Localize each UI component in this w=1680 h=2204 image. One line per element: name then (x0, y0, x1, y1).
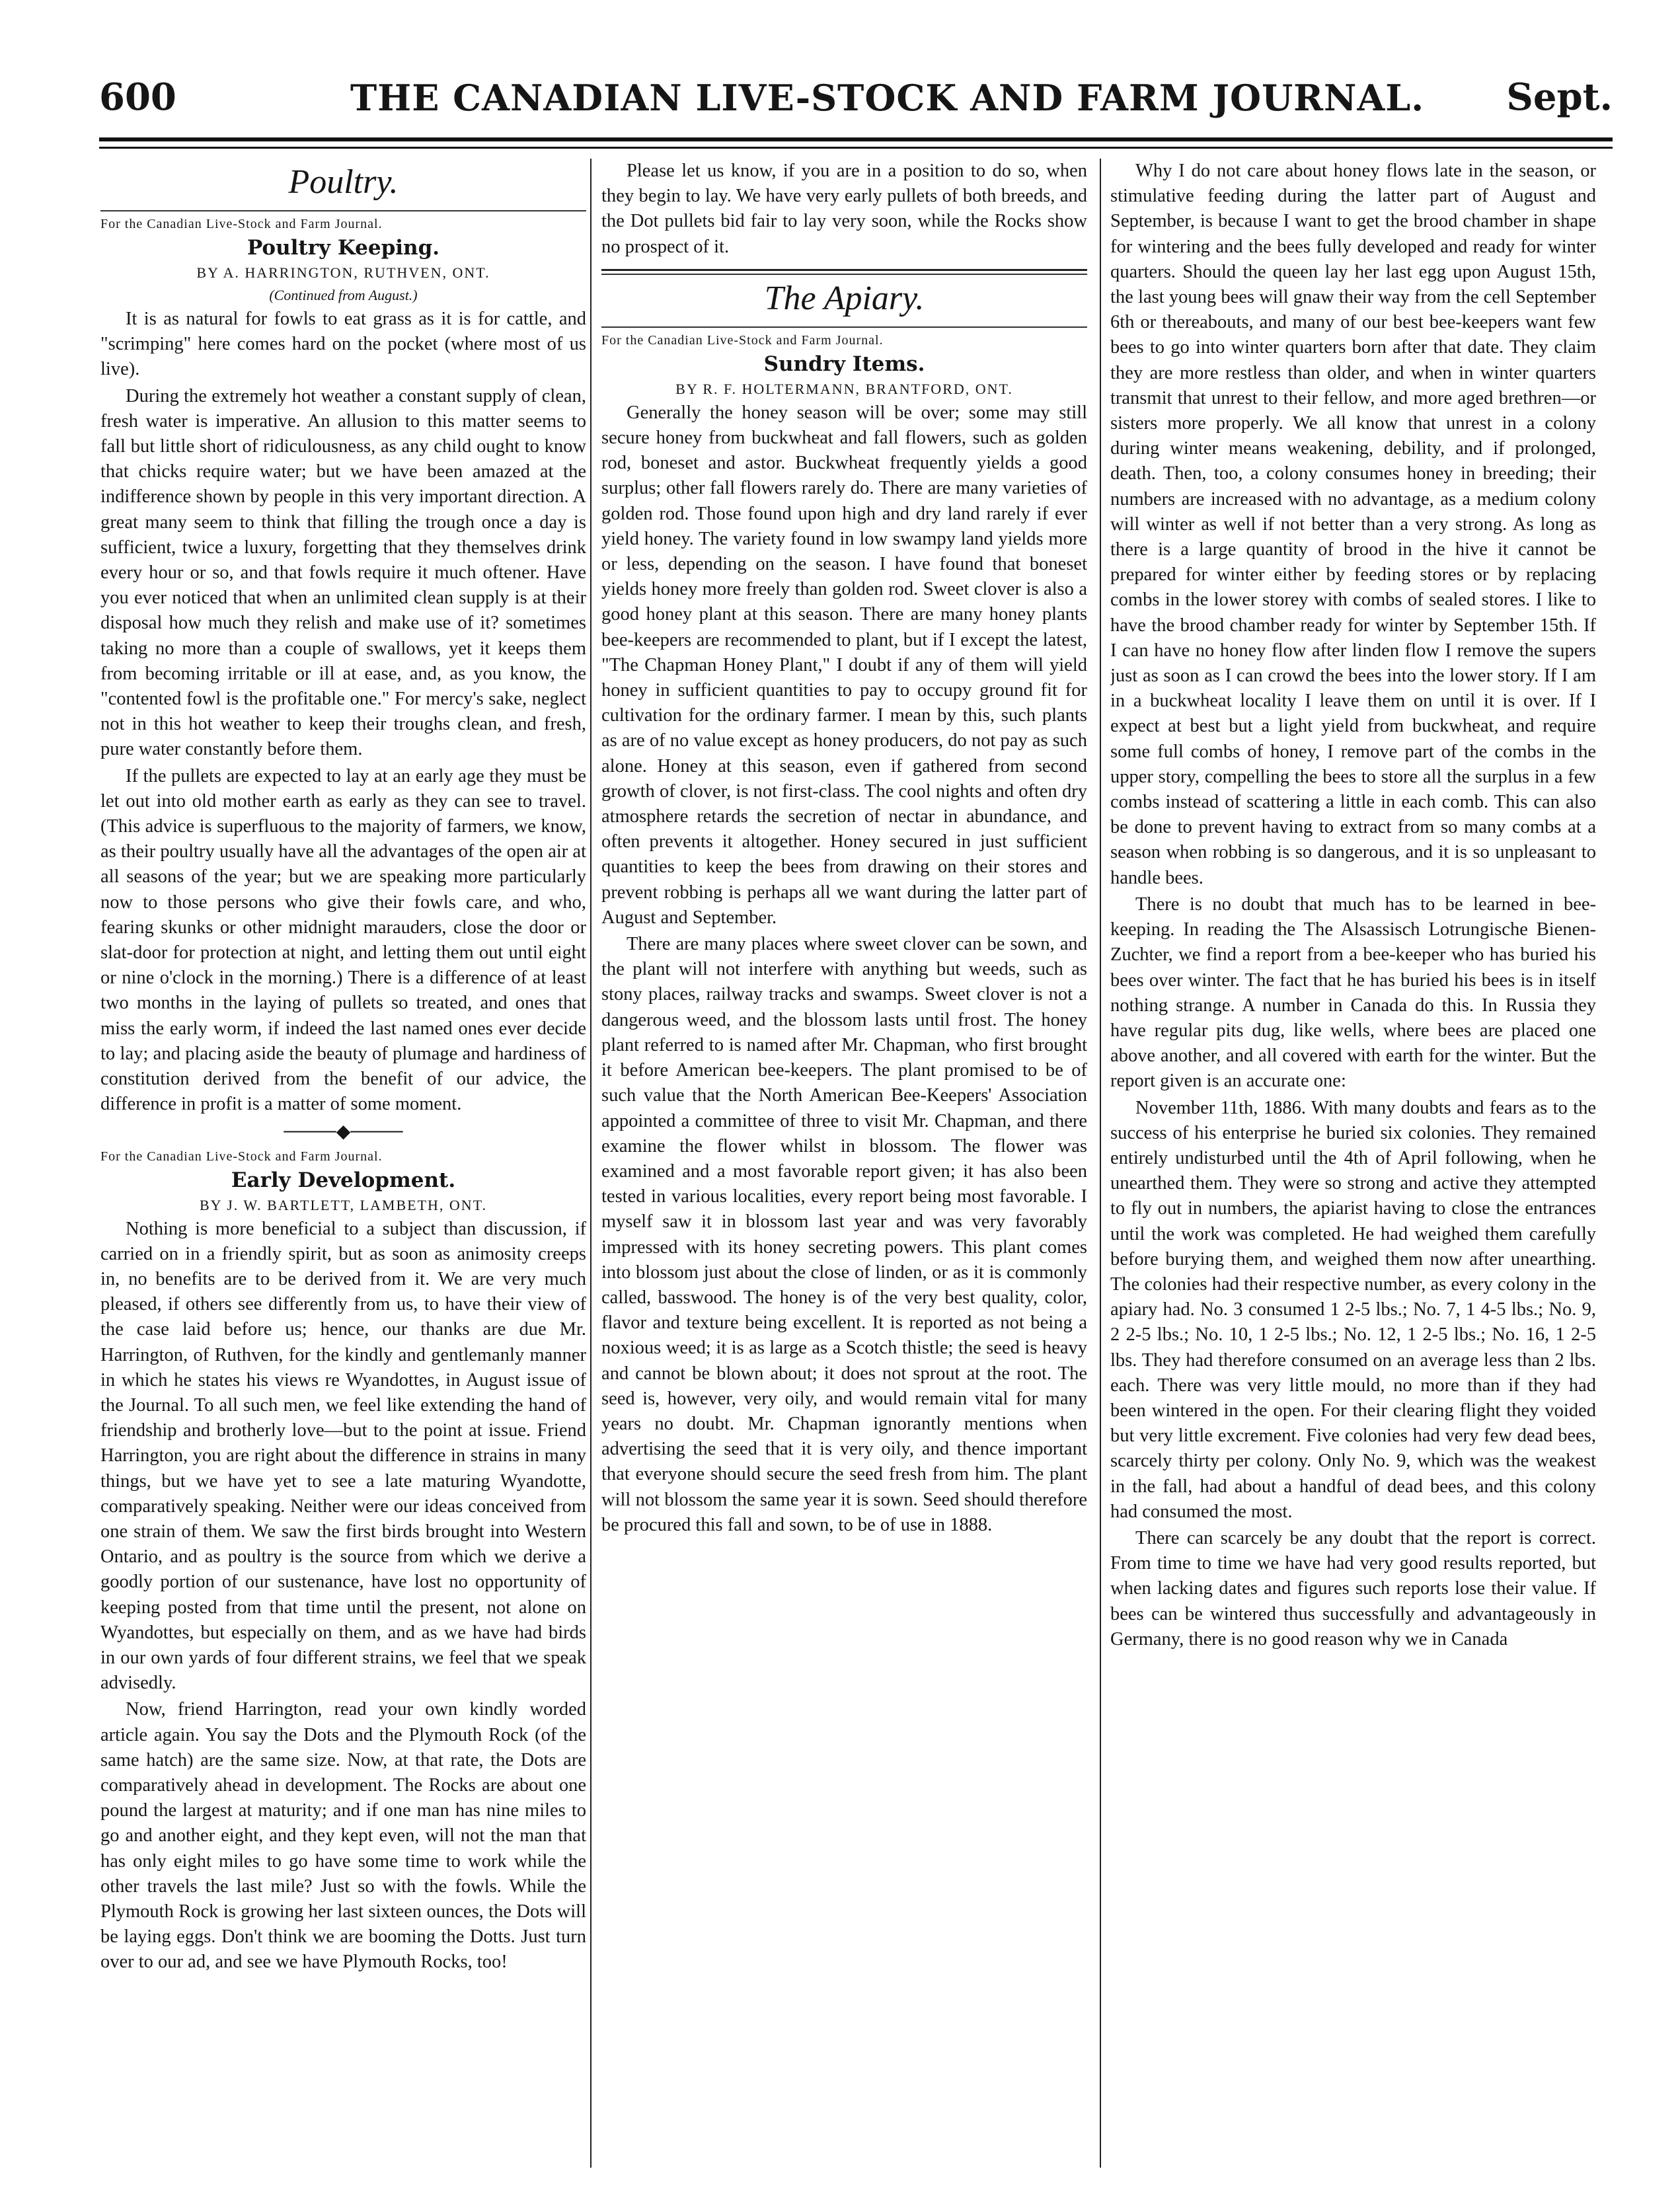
header-rule-thin (99, 147, 1613, 149)
section-rule (601, 274, 1087, 275)
paragraph: There are many places where sweet clover can be sown, and the plant will not interfere with anything but weeds, such as stony places, railway tracks and swamps. Sweet clover is not a dangerous weed, and the blossom lasts until frost. The honey plant referred to is named after Mr. Chapman, who first brought it before American bee-keepers. The plant promised to be of such value that the North American Bee-Keepers' Association appointed a committee of three to visit Mr. Chapman, and there examine the flower whilst in blossom. The flower was examined and a most favorable report given; it has also been tested in various localities, every report being most favorable. I myself saw it in blossom last year and was very favorably impressed with its honey secreting powers. This plant comes into blossom just about the close of linden, or as it is commonly called, basswood. The honey is of the very best quality, color, flavor and texture being excellent. It is reported as not being a noxious weed; it is as large as a Scotch thistle; the seed is heavy and cannot be blown about; it does not sprout at the root. The seed is, however, very oily, and would remain vital for many years no doubt. Mr. Chapman ignorantly mentions when advertising the seed that it is very oily, and thence important that everyone should secure the seed fresh from him. The plant will not blossom the same year it is sown. Seed should therefore be procured this fall and sown, to be of use in 1888. (601, 934, 1087, 1535)
page-header (99, 70, 1613, 143)
paragraph: During the extremely hot weather a constant supply of clean, fresh water is imperative. An allusion to this matter seems to fall but little short of ridiculousness, as any child ought to know that chicks require water; but we have been amazed at the indifference shown by people in this very important direction. A great many seem to think that filling the trough once a day is sufficient, twice a luxury, forgetting that they themselves drink every hour or so, and that fowls require it much oftener. Have you ever noticed that when an unlimited clean supply is at their disposal how much they relish and make use of it? sometimes taking no more than a couple of swallows, yet it keeps them from becoming irritable or ill at ease, and, as you know, the "contented fowl is the profitable one." For mercy's sake, neglect not in this hot weather to keep their troughs clean, and fresh, pure water constantly before them. (100, 385, 586, 760)
article-byline: BY A. HARRINGTON, RUTHVEN, ONT. (196, 264, 490, 281)
header-rule-thick (99, 137, 1613, 141)
paragraph: There can scarcely be any doubt that the report is correct. From time to time we have had very good results reported, but when lacking dates and figures such reports lose their value. If bees can be wintered thus successfully and advantageously in Germany, there is no good reason why we in Canada (1110, 1527, 1596, 1650)
paragraph: Please let us know, if you are in a position to do so, when they begin to lay. We have very early pullets of both breeds, and the Dot pullets bid fair to lay very soon, while the Rocks show no prospect of it. (601, 161, 1087, 257)
column-2 (601, 159, 1087, 2174)
paragraph: It is as natural for fowls to eat grass as it is for cattle, and "scrimping" here comes hard on the pocket (where most of us live). (100, 309, 586, 380)
article-source: For the Canadian Live-Stock and Farm Journal. (601, 332, 884, 348)
column-divider (590, 159, 592, 2168)
article-source: For the Canadian Live-Stock and Farm Journal. (100, 217, 383, 231)
divider-ornament: ────◆──── (284, 1121, 403, 1142)
paragraph: Now, friend Harrington, read your own kindly worded article again. You say the Dots and the Plymouth Rock (of the same hatch) are the same size. Now, at that rate, the Dots are comparatively ahead in development. The Rocks are about one pound the largest at maturity; and if one man has nine miles to go and another eight, and they kept even, will not the man that has only eight miles to go have some time to work while the other travels the last mile? Just so with the fowls. While the Plymouth Rock is growing her last sixteen ounces, the Dots will be laying eggs. Don't think we are booming the Dotts. Just turn over to our ad, and see we have Plymouth Rocks, too! (100, 1699, 586, 1973)
article-byline: BY J. W. BARTLETT, LAMBETH, ONT. (199, 1196, 488, 1213)
paragraph: There is no doubt that much has to be learned in bee-keeping. In reading the The Alsassisch Lotrungische Bienen-Zuchter, we find a report from a bee-keeper who has buried his bees over winter. The fact that he has buried his bees is in itself nothing strange. A number in Canada do this. In Russia they have regular pits dug, like wells, where bees are placed one above another, and all covered with earth for the winter. But the report given is an accurate one: (1110, 893, 1596, 1092)
article-title: Poultry Keeping. (247, 236, 440, 260)
continued-note: (Continued from August.) (269, 287, 418, 303)
section-title-poultry: Poultry. (288, 163, 399, 201)
paragraph: If the pullets are expected to lay at an early age they must be let out into old mother earth as early as they can see to travel. (This advice is superfluous to the majority of farmers, we know, as their poultry usually have all the advantages of the open air at all seasons of the year; but we are speaking more particularly now to those persons who give their fowls care, and who, fearing skunks or other midnight marauders, close the door or slat-door for protection at night, and letting them out until eight or nine o'clock in the morning.) There is a difference of at least two months in the laying of pullets so treated, and ones that miss the early worm, if indeed the last named ones ever decide to lay; and placing aside the beauty of plumage and hardiness of constitution derived from the benefit of our advice, the difference in profit is a matter of some moment. (100, 765, 586, 1115)
journal-title: THE CANADIAN LIVE-STOCK AND FARM JOURNAL. (350, 77, 1425, 119)
paragraph: Nothing is more beneficial to a subject than discussion, if carried on in a friendly spirit, but as soon as animosity creeps in, no benefits are to be derived from it. We are very much pleased, if others see differently from us, to have their view of the case laid before us; hence, our thanks are due Mr. Harrington, of Ruthven, for the kindly and gentlemanly manner in which he states his views re Wyandottes, in August issue of the Journal. To all such men, we feel like extending the hand of friendship and brotherly love—but to the point at issue. Friend Harrington, you are right about the difference in strains in many things, but we have yet to see a late maturing Wyandotte, comparatively speaking. Neither were our ideas conceived from one strain of them. We saw the first birds brought into Western Ontario, and as poultry is the source from which we derive a goodly portion of our sustenance, have lost no opportunity of keeping posted from that time until the present, not alone on Wyandottes, but especially on them, and as we have had birds in our own yards of four different strains, we feel that we speak advisedly. (100, 1218, 586, 1694)
section-rule (601, 326, 1087, 328)
issue-month: Sept. (1506, 75, 1613, 119)
section-rule (100, 210, 586, 211)
paragraph: Generally the honey season will be over; some may still secure honey from buckwheat and fall flowers, such as golden rod, boneset and astor. Buckwheat frequently yields a good surplus; other fall flowers rarely do. There are many varieties of golden rod. Those found upon high and dry land rarely if ever yield honey. The variety found in low swampy land yields more or less, depending on the season. I have found that boneset yields honey more freely than golden rod. Sweet clover is also a good honey plant at this season. There are many honey plants bee-keepers are recommended to plant, but if I except the latest, "The Chapman Honey Plant," I doubt if any of them will yield honey in sufficient quantities to pay to occupy ground fit for cultivation for the ordinary farmer. I mean by this, such plants as are of no value except as honey producers, do not pay as such alone. Honey at this season, even if gathered from second growth of clover, is not first-class. The cool nights and often dry atmosphere retards the secretion of nectar in abundance, and often prevents it altogether. Honey secured in just sufficient quantities to keep the bees from drawing on their stores and prevent robbing is perhaps all we want during the latter part of August and September. (601, 402, 1087, 928)
column-3 (1110, 159, 1596, 2174)
article-title: Early Development. (231, 1168, 456, 1192)
column-divider (1100, 159, 1101, 2168)
section-rule (601, 269, 1087, 271)
paragraph: Why I do not care about honey flows late in the season, or stimulative feeding during the latter part of August and September, is because I want to get the brood chamber in shape for wintering and the bees fully developed and ready for winter quarters. Should the queen lay her last egg upon August 15th, the last young bees will gnaw their way from the cell September 6th or thereabouts, and many of our best bee-keepers want few bees to go into winter quarters born after that date. They claim they are more restless than older, and when in winter quarters transmit that unrest to their fellow, and more aged brethren—or sisters more properly. We all know that unrest in a colony during winter means weakening, debility, and if prolonged, death. Then, too, a colony consumes honey in breeding; their numbers are increased with no advantage, as a medium colony will winter as well if not better than a very strong. As long as there is a large quantity of brood in the hive it cannot be prepared for winter either by feeding stores or by replacing combs in the lower storey with combs of sealed stores. I like to have the brood chamber ready for winter by September 15th. If I can have no honey flow after linden flow I remove the supers just as soon as I can crowd the bees into the lower story. If I am in a buckwheat locality I leave them on until it is over. If I expect at best but a light yield from buckwheat, and require some full combs of honey, I remove part of the combs in the upper story, compelling the bees to store all the surplus in a few combs instead of scattering a little in each comb. This can also be done to prevent having to extract from so many combs at a season when robbing is so dangerous, and it is so unpleasant to handle bees. (1110, 161, 1596, 888)
article-source: For the Canadian Live-Stock and Farm Journal. (100, 1149, 383, 1164)
article-title: Sundry Items. (763, 352, 925, 376)
article-byline: BY R. F. HOLTERMANN, BRANTFORD, ONT. (675, 380, 1013, 397)
page-number: 600 (99, 75, 176, 119)
paragraph: November 11th, 1886. With many doubts and fears as to the success of his enterprise he buried six colonies. They remained entirely undisturbed until the 4th of April following, when he unearthed them. They were so strong and active they attempted to fly out in numbers, the apiarist having to close the entrances until the work was completed. He had weighed them carefully before burying them, and weighed them now after unearthing. The colonies had their respective number, as every colony in the apiary had. No. 3 consumed 1 2-5 lbs.; No. 7, 1 4-5 lbs.; No. 9, 2 2-5 lbs.; No. 10, 1 2-5 lbs.; No. 12, 1 2-5 lbs.; No. 16, 1 2-5 lbs. They had therefore consumed on an average less than 2 lbs. each. There was very little mould, no more than if they had been wintered in the open. For their clearing flight they voided but very little excrement. Five colonies had very few dead bees, scarcely thirty per colony. Only No. 9, which was the weakest in the fall, had about a handful of dead bees, and this colony had consumed the most. (1110, 1097, 1596, 1522)
column-1 (100, 159, 586, 2174)
section-title-apiary: The Apiary. (764, 279, 925, 317)
